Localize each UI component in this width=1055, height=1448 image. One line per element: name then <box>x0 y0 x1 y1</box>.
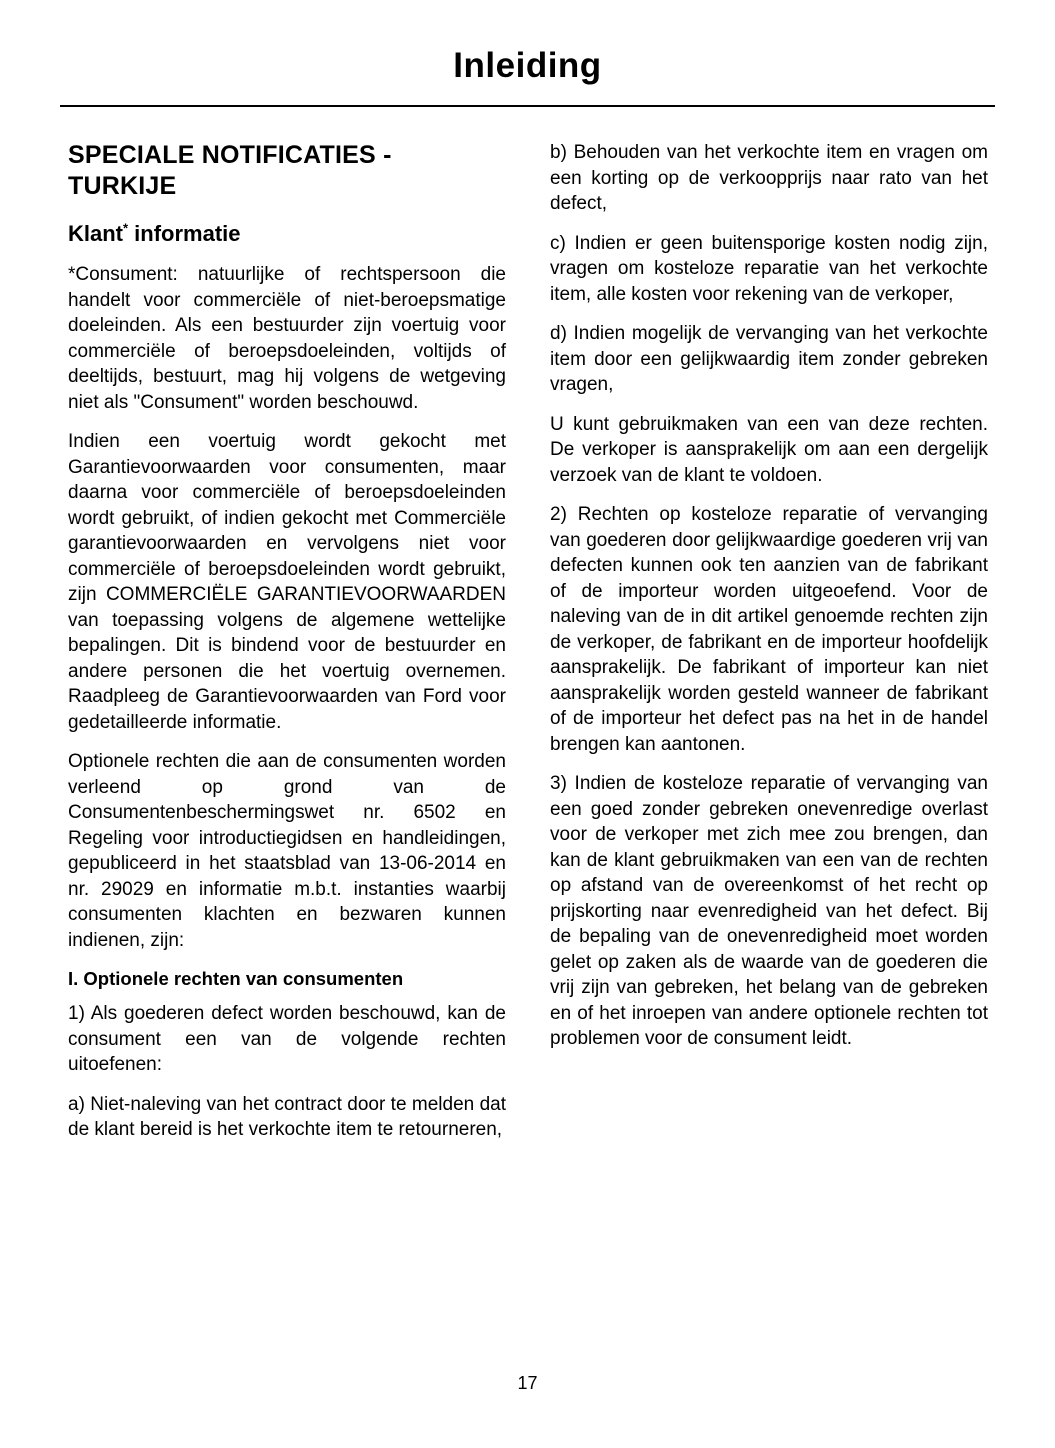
right-column <box>550 140 988 1143</box>
page-title: Inleiding <box>453 46 602 85</box>
page-number: 17 <box>517 1373 538 1393</box>
content-columns <box>68 140 988 1143</box>
paragraph: *Consument: natuurlijke of rechtspersoon die handelt voor commerciële of niet-beroepsmatige doeleinden. Als een bestuurder zijn voertuig voor commerciële of beroepsdoeleinden, voltijds of deeltijds, bestuurt, mag hij volgens de wetgeving niet als "Consument" worden beschouwd. <box>68 264 506 413</box>
list-title: I. Optionele rechten van consumenten <box>68 968 404 989</box>
paragraph: 1) Als goederen defect worden beschouwd, kan de consument een van de volgende rechten uitoefenen: <box>68 1003 506 1075</box>
paragraph: b) Behouden van het verkochte item en vragen om een korting op de verkoopprijs naar rato van het defect, <box>550 142 988 214</box>
paragraph: 2) Rechten op kosteloze reparatie of vervanging van goederen door gelijkwaardige goederen vrij van defecten kunnen ook ten aanzien van de fabrikant of de importeur worden uitgeoefend. Voor de naleving van de in dit artikel genoemde rechten zijn de verkoper, de fabrikant en de importeur hoofdelijk aansprakelijk. De fabrikant of importeur kan niet aansprakelijk worden gesteld wanneer de fabrikant of de importeur het defect pas na het in de handel brengen kan aantonen. <box>550 504 988 755</box>
subsection-title-prefix: Klant <box>68 221 123 246</box>
paragraph: d) Indien mogelijk de vervanging van het verkochte item door een gelijkwaardig item zonder gebreken vragen, <box>550 323 988 395</box>
paragraph: a) Niet-naleving van het contract door te melden dat de klant bereid is het verkochte item te retourneren, <box>68 1093 506 1140</box>
page-header <box>60 44 995 88</box>
header-divider <box>60 105 995 107</box>
section-title: SPECIALE NOTIFICATIES - TURKIJE <box>68 141 392 200</box>
paragraph: Optionele rechten die aan de consumenten worden verleend op grond van de Consumentenbeschermingswet nr. 6502 en Regeling voor introductiegidsen en handleidingen, gepubliceerd in het staatsblad van 13-06-2014 en nr. 29029 en informatie m.b.t. instanties waarbij consumenten klachten en bezwaren kunnen indienen, zijn: <box>68 751 506 951</box>
paragraph: 3) Indien de kosteloze reparatie of vervanging van een goed zonder gebreken onevenredige overlast voor de verkoper met zich mee zou brengen, dan kan de klant gebruikmaken van een van de rechten op afstand van de overeenkomst of het recht op prijskorting naar evenredigheid van het defect. Bij de bepaling van de onevenredigheid moet worden gelet op zaken als de waarde van de goederen die vrij zijn van gebreken, het belang van de gebreken en of het inroepen van andere optionele rechten tot problemen voor de consument leidt. <box>550 773 988 1049</box>
subsection-title <box>68 220 506 248</box>
left-column <box>68 140 506 1143</box>
page-footer <box>0 1372 1055 1394</box>
paragraph: Indien een voertuig wordt gekocht met Garantievoorwaarden voor consumenten, maar daarna voor commerciële of beroepsdoeleinden wordt gebruikt, of indien gekocht met Commerciële garantievoorwaarden en vervolgens niet voor commerciële of beroepsdoeleinden wordt gebruikt, zijn COMMERCIËLE GARANTIEVOORWAARDEN van toepassing volgens de algemene wettelijke bepalingen. Dit is bindend voor de bestuurder en andere personen die het voertuig overnemen. Raadpleeg de Garantievoorwaarden van Ford voor gedetailleerde informatie. <box>68 431 506 733</box>
paragraph: c) Indien er geen buitensporige kosten nodig zijn, vragen om kosteloze reparatie van het verkochte item, alle kosten voor rekening van de verkoper, <box>550 232 988 305</box>
paragraph: U kunt gebruikmaken van een van deze rechten. De verkoper is aansprakelijk om aan een dergelijk verzoek van de klant te voldoen. <box>550 413 988 486</box>
subsection-title-suffix: informatie <box>128 221 241 246</box>
footnote-star: * <box>123 220 129 236</box>
